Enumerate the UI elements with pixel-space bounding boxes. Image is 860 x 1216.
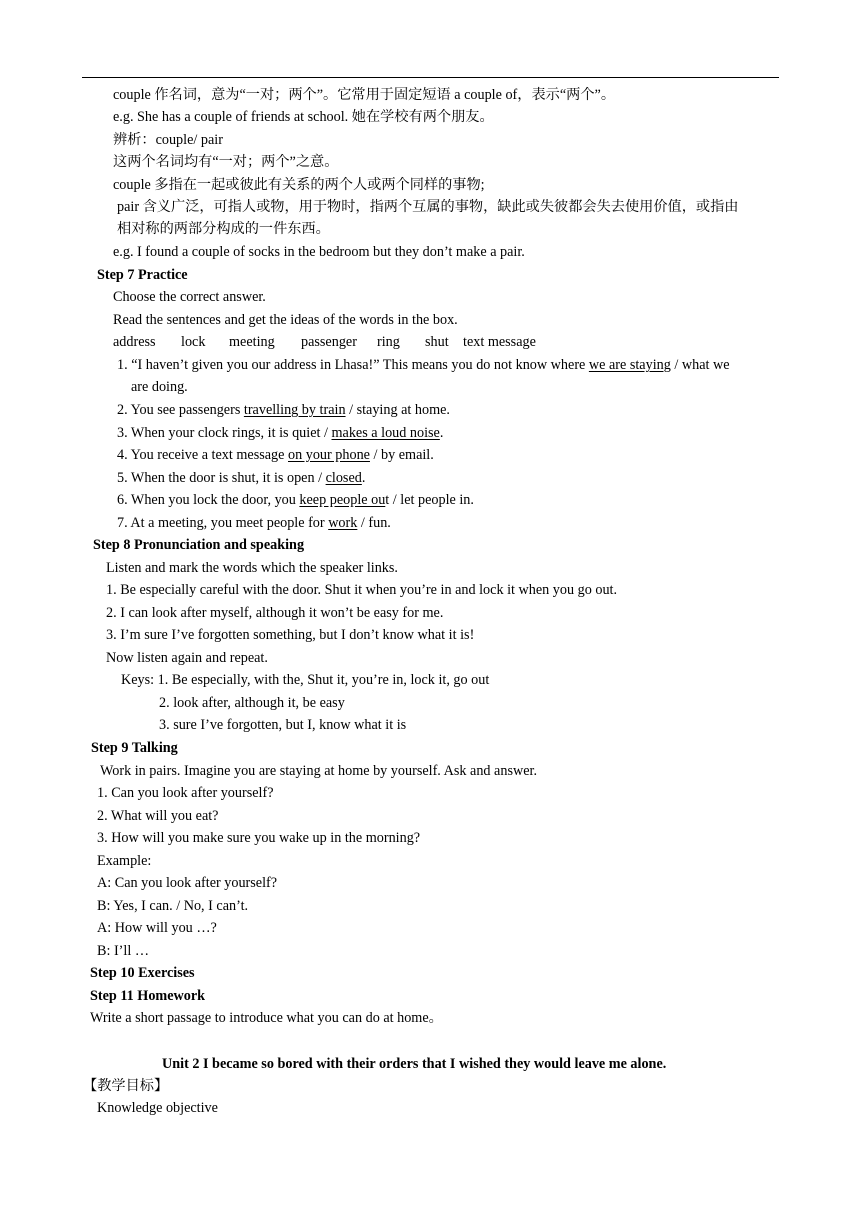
- couple-example: e.g. She has a couple of friends at school. 她在学校有两个朋友。: [113, 109, 494, 125]
- question-1-cont: are doing.: [131, 379, 188, 395]
- step7-instruction-1: Choose the correct answer.: [113, 289, 266, 305]
- keys-line-2: 2. look after, although it, be easy: [159, 695, 345, 711]
- word-box: [113, 333, 536, 351]
- dialogue-line: B: Yes, I can. / No, I can’t.: [97, 898, 249, 914]
- answer-underlined: keep people ou: [299, 492, 386, 508]
- answer-underlined: we are staying: [588, 357, 671, 373]
- word-box-item: meeting: [229, 334, 275, 350]
- question-7: 7. At a meeting, you meet people for work / fun.: [117, 515, 391, 531]
- keys-line-1: Keys: 1. Be especially, with the, Shut it, you’re in, lock it, go out: [121, 672, 490, 688]
- linking-sentence-2: 2. I can look after myself, although it won’t be easy for me.: [106, 605, 444, 621]
- pair-example: e.g. I found a couple of socks in the bedroom but they don’t make a pair.: [113, 244, 525, 260]
- step8-instruction-2: Now listen again and repeat.: [106, 650, 268, 666]
- step8-instruction: Listen and mark the words which the speaker links.: [106, 560, 398, 576]
- header-rule: [82, 77, 779, 78]
- question-6: 6. When you lock the door, you keep people out / let people in.: [117, 492, 474, 508]
- word-box-item: ring: [377, 334, 400, 350]
- talking-question-2: 2. What will you eat?: [97, 808, 219, 824]
- answer-underlined: makes a loud noise: [331, 425, 440, 441]
- unit2-title: Unit 2 I became so bored with their orders that I wished they would leave me alone.: [162, 1056, 667, 1072]
- word-box-item: text message: [463, 334, 536, 350]
- linking-sentence-3: 3. I’m sure I’ve forgotten something, but I don’t know what it is!: [106, 627, 475, 643]
- dialogue-line: A: How will you …?: [97, 920, 217, 936]
- step8-heading: Step 8 Pronunciation and speaking: [93, 537, 305, 553]
- homework-text: Write a short passage to introduce what you can do at home。: [90, 1010, 443, 1026]
- pair-usage: pair 含义广泛，可指人或物，用于物时，指两个互属的事物，缺此或失彼都会失去使用价值，或指由: [117, 199, 739, 215]
- couple-usage: couple 多指在一起或彼此有关系的两个人或两个同样的事物;: [113, 177, 485, 193]
- keys-line-3: 3. sure I’ve forgotten, but I, know what it is: [159, 717, 407, 733]
- knowledge-objective: Knowledge objective: [97, 1100, 218, 1116]
- answer-underlined: on your phone: [288, 447, 370, 463]
- step7-heading: Step 7 Practice: [97, 267, 188, 283]
- distinction-intro: 这两个名词均有“一对；两个”之意。: [113, 154, 339, 170]
- question-2: 2. You see passengers travelling by train / staying at home.: [117, 402, 450, 418]
- answer-underlined: travelling by train: [243, 402, 346, 418]
- question-5: 5. When the door is shut, it is open / closed.: [117, 470, 366, 486]
- linking-sentence-1: 1. Be especially careful with the door. Shut it when you’re in and lock it when you go out.: [106, 582, 618, 598]
- dialogue-line: A: Can you look after yourself?: [97, 875, 278, 891]
- word-box-item: shut: [425, 334, 449, 350]
- distinction-title: 辨析：couple/ pair: [113, 132, 223, 148]
- step9-heading: Step 9 Talking: [91, 740, 178, 756]
- teaching-goals-heading: 【教学目标】: [83, 1078, 169, 1094]
- step10-heading: Step 10 Exercises: [90, 965, 195, 981]
- step11-heading: Step 11 Homework: [90, 988, 206, 1004]
- answer-underlined: closed: [325, 470, 362, 486]
- answer-underlined: work: [328, 515, 358, 531]
- couple-definition: couple 作名词，意为“一对；两个”。它常用于固定短语 a couple of，表示“两个”。: [113, 87, 616, 103]
- example-label: Example:: [97, 853, 152, 869]
- step7-instruction-2: Read the sentences and get the ideas of the words in the box.: [113, 312, 458, 328]
- talking-question-1: 1. Can you look after yourself?: [97, 785, 274, 801]
- word-box-item: lock: [181, 334, 206, 350]
- question-1: 1. “I haven’t given you our address in Lhasa!” This means you do not know where we are staying / what we: [117, 357, 730, 373]
- step9-instruction: Work in pairs. Imagine you are staying at home by yourself. Ask and answer.: [100, 763, 537, 779]
- question-3: 3. When your clock rings, it is quiet / makes a loud noise.: [117, 425, 444, 441]
- dialogue-line: B: I’ll …: [97, 943, 150, 959]
- question-4: 4. You receive a text message on your phone / by email.: [117, 447, 434, 463]
- word-box-item: passenger: [301, 334, 357, 350]
- pair-usage-cont: 相对称的两部分构成的一件东西。: [117, 221, 330, 237]
- word-box-item: address: [113, 334, 156, 350]
- talking-question-3: 3. How will you make sure you wake up in the morning?: [97, 830, 421, 846]
